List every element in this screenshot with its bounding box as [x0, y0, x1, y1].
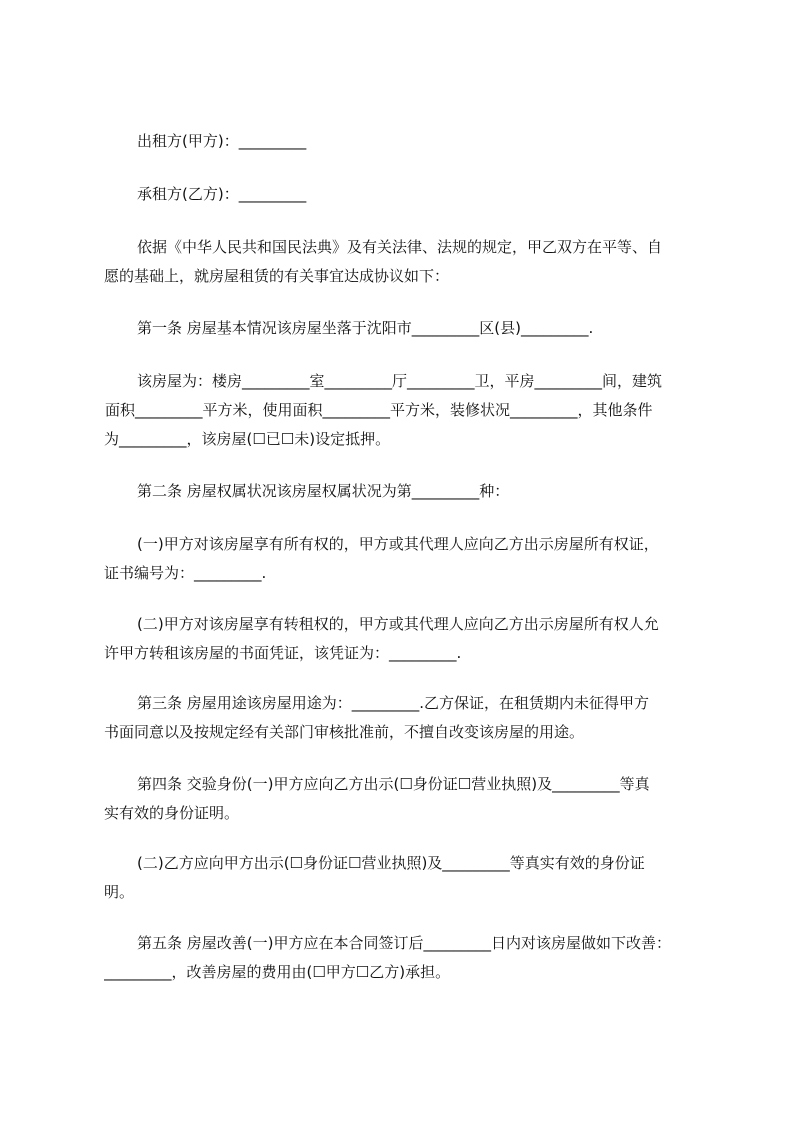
text-line: 该房屋为：楼房_________室_________厅_________卫，平房_________间，建筑	[137, 372, 663, 390]
text-line: 实有效的身份证明。	[104, 804, 240, 822]
text-line: (一)甲方对该房屋享有所有权的，甲方或其代理人应向乙方出示房屋所有权证，	[137, 535, 659, 553]
ownership-clause-1	[104, 530, 700, 588]
text-line: 第三条 房屋用途该房屋用途为：_________.乙方保证，在租赁期内未征得甲方	[137, 694, 650, 712]
text-line: 明。	[104, 883, 135, 901]
article-2-heading	[104, 477, 700, 506]
text-line: _________，改善房屋的费用由(☐甲方☐乙方)承担。	[104, 963, 451, 981]
text-line: 证书编号为：_________.	[104, 564, 267, 582]
identity-clause-2	[104, 849, 700, 907]
preamble-paragraph	[104, 233, 700, 291]
text-line: 出租方(甲方)：_________	[137, 132, 307, 150]
text-line: 书面同意以及按规定经有关部门审核批准前，不擅自改变该房屋的用途。	[104, 723, 585, 741]
text-line: 第二条 房屋权属状况该房屋权属状况为第_________种：	[137, 482, 510, 500]
text-line: 第五条 房屋改善(一)甲方应在本合同签订后_________日内对该房屋做如下改善：	[137, 934, 671, 952]
text-line: 许甲方转租该房屋的书面凭证，该凭证为：_________.	[104, 644, 462, 662]
article-3-paragraph	[104, 689, 700, 747]
text-line: 愿的基础上，就房屋租赁的有关事宜达成协议如下：	[104, 267, 450, 285]
text-line: (二)甲方对该房屋享有转租权的，甲方或其代理人应向乙方出示房屋所有权人允	[137, 615, 659, 633]
article-1-heading	[104, 314, 700, 343]
text-line: 为_________，该房屋(☐已☐未)设定抵押。	[104, 430, 391, 448]
text-line: 承租方(乙方)：_________	[137, 185, 307, 203]
ownership-clause-2	[104, 610, 700, 668]
text-line: 依据《中华人民共和国民法典》及有关法律、法规的规定，甲乙双方在平等、自	[137, 238, 663, 256]
lessor-line	[104, 127, 700, 156]
text-line: 第一条 房屋基本情况该房屋坐落于沈阳市_________区(县)_________.	[137, 319, 594, 337]
article-4-paragraph	[104, 770, 700, 828]
text-line: 第四条 交验身份(一)甲方应向乙方出示(☐身份证☐营业执照)及_________等真	[137, 775, 650, 793]
text-line: 面积_________平方米，使用面积_________平方米，装修状况_________，其他条件	[105, 401, 653, 419]
article-5-paragraph	[104, 929, 700, 987]
lessee-line	[104, 180, 700, 209]
text-line: (二)乙方应向甲方出示(☐身份证☐营业执照)及_________等真实有效的身份证	[137, 854, 645, 872]
property-description-paragraph	[104, 367, 700, 454]
